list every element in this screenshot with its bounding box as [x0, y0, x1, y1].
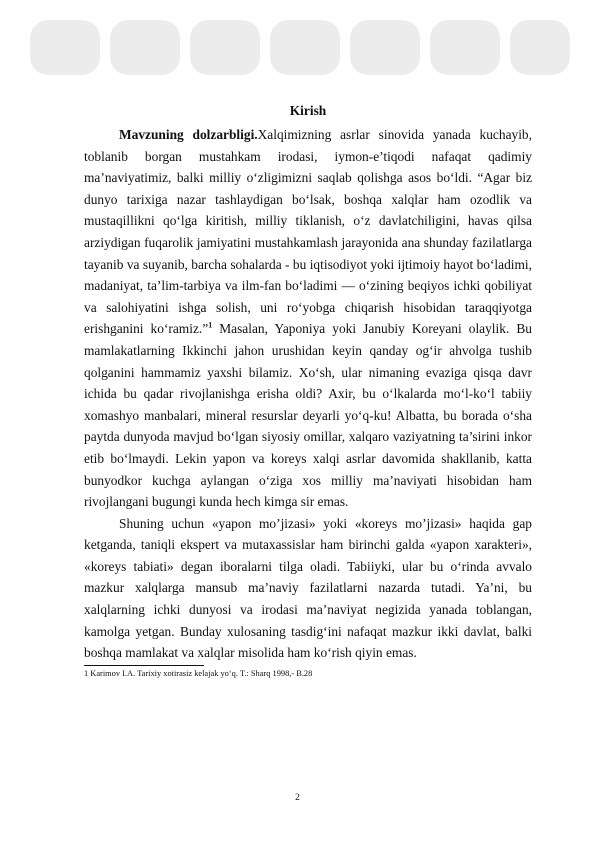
- footnote: 1 Karimov I.A. Tarixiy xotirasiz kelajak yo‘q. T.: Sharq 1998,- B.28: [84, 668, 313, 678]
- section-title: Kirish: [289, 103, 327, 118]
- footnote-divider: [84, 665, 204, 666]
- paragraph-second: Shuning uchun «yapon mo’jizasi» yoki «koreys mo’jizasi» haqida gap ketganda, taniqli ekspert va mutaxassislar ham birinchi galda «yapon xarakteri», «koreys tabiati» degan iboralarni tilga oladi. Tabiiyki, ular bu o‘rinda avvalo mazkur xalqlarga mansub ma’naviy fazilatlarni nazarda tutadi. Ya’ni, bu xalqlarning ichki dunyosi va irodasi ma’naviyat negizida yanada toblangan, kamolga yetgan. Bunday xulosaning tasdig‘ini nafaqat mazkur ikki davlat, balki boshqa mamlakat va xalqlar misolida ham ko‘rish qiyin emas.: [84, 515, 532, 661]
- paragraph-lead: Mavzuning dolzarbligi.: [119, 127, 258, 142]
- watermark-logo: [0, 0, 595, 90]
- paragraph-intro: [84, 124, 532, 513]
- footnote-reference[interactable]: 1: [208, 320, 213, 330]
- document-page: [84, 100, 532, 679]
- page-number: 2: [295, 793, 300, 803]
- paragraph-text: Xalqimizning asrlar sinovida yanada kuchayib, toblanib borgan mustahkam irodasi, iymon-e’tiqodi nafaqat qadimiy ma’naviyatimiz, balki milliy o‘zligimizni saqlab qolishga asos bo‘ldi. “Agar biz dunyo tarixiga nazar tashlaydigan bo‘lsak, boshqa xalqlar ham ozodlik va mustaqillikni qo‘lga kiritish, milliy tiklanish, o‘z davlatchiligini, havas qilsa arziydigan fuqarolik jamiyatini mustahkamlash jarayonida ana shunday fazilatlarga tayanib va suyanib, barcha sohalarda - bu iqtisodiyot yoki ijtimoiy hayot bo‘ladimi, madaniyat, ta’lim-tarbiya va ilm-fan bo‘ladimi — o‘zining beqiyos ichki qobiliyat va salohiyatini ishga solish, uni ro‘yobga chiqarish hisobidan taraqqiyotga erishganini ko‘ramiz.”: [84, 127, 532, 337]
- paragraph-text-continued: Masalan, Yaponiya yoki Janubiy Koreyani olaylik. Bu mamlakatlarning Ikkinchi jahon urushidan keyin qanday og‘ir ahvolga tushib qolganini hammamiz yaxshi bilamiz. Xo‘sh, ular nimaning evaziga qisqa davr ichida bu qadar rivojlanishga erisha oldi? Axir, bu o‘lkalarda mo‘l-ko‘l tabiiy xomashyo manbalari, mineral resurslar deyarli yo‘q-ku! Albatta, bu borada o‘sha paytda dunyoda mavjud bo‘lgan siyosiy omillar, xalqaro vaziyatning ta’sirini inkor etib bo‘lmaydi. Lekin yapon va koreys xalqi asrlar davomida shakllanib, katta bunyodkor kuchga aylangan o‘ziga xos milliy ma’naviyati hisobidan ham rivojlangani bugungi kunda hech kimga sir emas.: [84, 321, 532, 510]
